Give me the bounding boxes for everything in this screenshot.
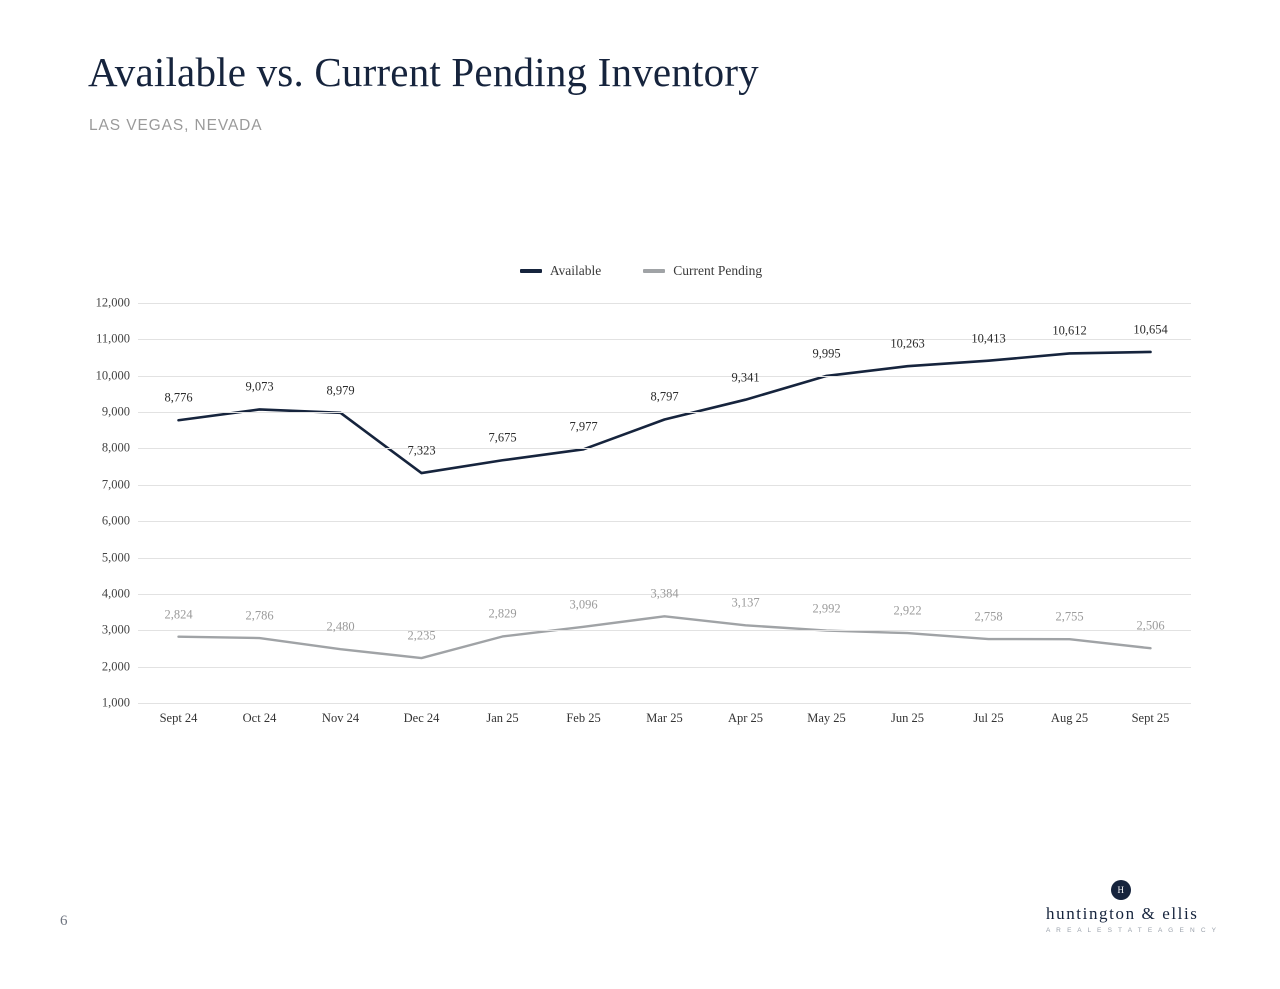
gridline bbox=[138, 412, 1191, 413]
series-line-current-pending bbox=[179, 616, 1151, 658]
page-subtitle: LAS VEGAS, NEVADA bbox=[89, 117, 263, 134]
logo-tagline: A R E A L E S T A T E A G E N C Y bbox=[1046, 927, 1219, 934]
data-label: 9,073 bbox=[245, 379, 274, 394]
x-axis-tick-label: Aug 25 bbox=[1050, 711, 1089, 725]
y-axis-tick-label: 11,000 bbox=[96, 331, 130, 346]
y-axis-tick-label: 10,000 bbox=[95, 368, 130, 383]
data-label: 8,979 bbox=[326, 383, 355, 398]
x-axis-tick-label: Jul 25 bbox=[973, 711, 1004, 725]
data-label: 2,506 bbox=[1136, 618, 1165, 633]
legend-label: Available bbox=[549, 263, 602, 278]
data-label: 2,922 bbox=[893, 603, 922, 618]
x-axis-tick-label: Oct 24 bbox=[242, 711, 277, 725]
chart-series-lines bbox=[138, 303, 1191, 703]
page-title: Available vs. Current Pending Inventory bbox=[88, 49, 759, 95]
data-label: 2,755 bbox=[1055, 609, 1084, 624]
logo-monogram-icon: H bbox=[1111, 880, 1131, 900]
legend-swatch-icon bbox=[643, 269, 665, 273]
y-axis-tick-label: 5,000 bbox=[101, 550, 130, 565]
legend-label: Current Pending bbox=[673, 263, 763, 278]
x-axis-tick-label: May 25 bbox=[807, 711, 846, 725]
y-axis-tick-label: 3,000 bbox=[101, 622, 130, 637]
line-chart bbox=[86, 255, 1196, 735]
data-label: 2,786 bbox=[245, 608, 274, 623]
data-label: 10,263 bbox=[890, 336, 925, 351]
legend-item-available[interactable] bbox=[520, 263, 601, 279]
x-axis-tick-label: Sept 24 bbox=[159, 711, 198, 725]
data-label: 2,992 bbox=[812, 601, 841, 616]
legend-swatch-icon bbox=[520, 269, 542, 273]
data-label: 2,758 bbox=[974, 609, 1003, 624]
data-label: 3,096 bbox=[569, 597, 598, 612]
y-axis-tick-label: 7,000 bbox=[101, 477, 130, 492]
x-axis-tick-label: Jun 25 bbox=[891, 711, 924, 725]
data-label: 9,341 bbox=[731, 370, 760, 385]
data-label: 2,824 bbox=[164, 607, 193, 622]
data-label: 7,977 bbox=[569, 419, 598, 434]
x-axis-tick-label: Dec 24 bbox=[403, 711, 440, 725]
data-label: 8,797 bbox=[650, 389, 679, 404]
y-axis-tick-label: 1,000 bbox=[101, 695, 130, 710]
data-label: 7,675 bbox=[488, 430, 517, 445]
logo-wordmark: huntington & ellis bbox=[1046, 904, 1199, 923]
x-axis-tick-label: Apr 25 bbox=[727, 711, 764, 725]
y-axis-tick-label: 4,000 bbox=[101, 586, 130, 601]
gridline bbox=[138, 303, 1191, 304]
legend-item-current-pending[interactable] bbox=[643, 263, 762, 279]
chart-legend bbox=[86, 263, 1196, 279]
x-axis-tick-label: Jan 25 bbox=[486, 711, 519, 725]
gridline bbox=[138, 703, 1191, 704]
gridline bbox=[138, 558, 1191, 559]
gridline bbox=[138, 339, 1191, 340]
gridline bbox=[138, 376, 1191, 377]
data-label: 7,323 bbox=[407, 443, 436, 458]
gridline bbox=[138, 630, 1191, 631]
y-axis-tick-label: 12,000 bbox=[95, 295, 130, 310]
page-number: 6 bbox=[60, 913, 68, 929]
y-axis-tick-label: 9,000 bbox=[101, 404, 130, 419]
data-label: 10,612 bbox=[1052, 323, 1087, 338]
y-axis-tick-label: 6,000 bbox=[101, 513, 130, 528]
x-axis-tick-label: Nov 24 bbox=[321, 711, 360, 725]
data-label: 2,480 bbox=[326, 619, 355, 634]
data-label: 10,413 bbox=[971, 331, 1006, 346]
y-axis-tick-label: 2,000 bbox=[101, 659, 130, 674]
gridline bbox=[138, 521, 1191, 522]
brand-logo bbox=[1046, 880, 1219, 934]
x-axis-tick-label: Mar 25 bbox=[646, 711, 683, 725]
data-label: 3,384 bbox=[650, 586, 679, 601]
x-axis-tick-label: Sept 25 bbox=[1131, 711, 1170, 725]
gridline bbox=[138, 667, 1191, 668]
gridline bbox=[138, 448, 1191, 449]
data-label: 3,137 bbox=[731, 595, 760, 610]
data-label: 2,829 bbox=[488, 606, 517, 621]
data-label: 8,776 bbox=[164, 390, 193, 405]
chart-plot-area bbox=[95, 295, 1191, 725]
y-axis-tick-label: 8,000 bbox=[101, 440, 130, 455]
data-label: 10,654 bbox=[1133, 322, 1168, 337]
x-axis-tick-label: Feb 25 bbox=[566, 711, 601, 725]
gridline bbox=[138, 485, 1191, 486]
data-label: 2,235 bbox=[407, 628, 436, 643]
data-label: 9,995 bbox=[812, 346, 841, 361]
